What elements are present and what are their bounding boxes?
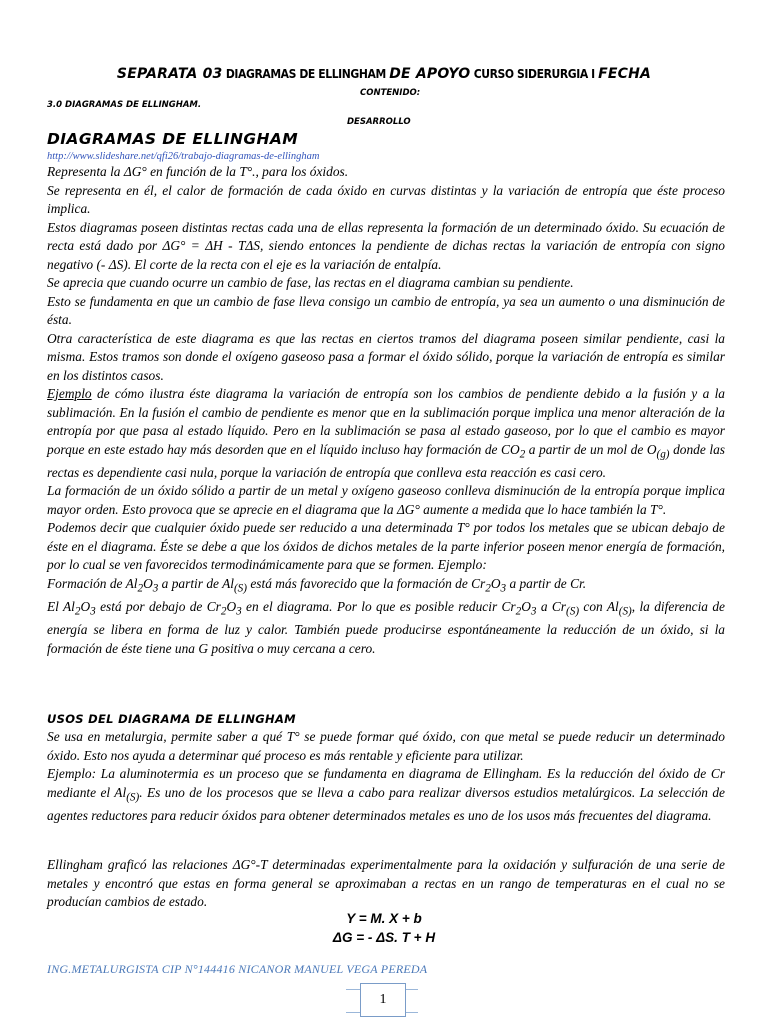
footer-author: ING.METALURGISTA CIP N°144416 NICANOR MANUEL VEGA PEREDA [47,962,428,976]
body-usos [47,728,725,825]
desarrollo-label: DESARROLLO [347,117,411,127]
header-topic: DIAGRAMAS DE ELLINGHAM [222,67,390,81]
body-main [47,163,725,658]
equation-line: Y = M. X + b [346,911,422,926]
header-apoyo: DE APOYO [389,66,471,82]
paragraph-10: Formación de $Al_2O_3$ a partir de $Al_{(S)}$ está más favorecido que la formación de $Cr_2O_3$ a partir de Cr. [47,575,587,595]
paragraph-5: Esto se fundamenta en que un cambio de fase lleva consigo un cambio de entropía, ya sea un aumento o una disminución de ésta. [47,293,725,327]
paragraph-8: La formación de un óxido sólido a partir de un metal y oxígeno gaseoso conlleva disminución de la entropía porque implica mayor orden. Esto provoca que se aprecie en el diagrama que la ΔG° aumente a medida que lo hace también la T°. [47,483,725,517]
source-link[interactable]: http://www.slideshare.net/qfi26/trabajo-diagramas-de-ellingham [47,151,320,162]
usos-paragraph-2: Ejemplo: La aluminotermia es un proceso que se fundamenta en diagrama de Ellingham. Es la reducción del óxido de Cr mediante el $Al_{(S)}$. Es uno de los procesos que se lleva a cabo para realizar diversos estudios metalúrgicos. La selección de agentes reductores para reducir óxidos para obtener determinados metales es uno de los usos más frecuentes del diagrama. [47,766,725,823]
document-header [40,66,728,82]
paragraph-1: Representa la ΔG° en función de la T°., para los óxidos. [47,164,349,179]
body-ellingham [47,856,725,912]
header-course: CURSO SIDERURGIA I [470,67,599,81]
ellingham-paragraph: Ellingham graficó las relaciones ΔG°-T determinadas experimentalmente para la oxidación y sulfuración de una serie de metales y encontró que estas en forma general se aproximaban a rectas en un rango de temperaturas en el cual no se producían cambios de estado. [47,857,725,909]
paragraph-3: Estos diagramas poseen distintas rectas cada una de ellas representa la formación de un determinado óxido. Su ecuación de recta está dado por ΔG° = ΔH - TΔS, siendo entonces la pendiente de dichas rectas la variación de entropía con signo negativo (- ΔS). El corte de la recta con el eje es la variación de entalpía. [47,219,725,272]
equation-gibbs: ΔG = - ΔS. T + H [332,930,436,945]
header-separata: SEPARATA 03 [116,66,223,82]
usos-paragraph-1: Se usa en metalurgia, permite saber a qué T° se puede formar qué óxido, con que metal se puede reducir un determinado óxido. Esto nos ayuda a determinar qué proceso es más rentable y eficiente para utilizar. [47,729,725,763]
paragraph-11: El $Al_2O_3$ está por debajo de $Cr_2O_3$ en el diagrama. Por lo que es posible reducir $Cr_2O_3$ a $Cr_{(S)}$ con $Al_{(S)}$, la diferencia de energía se libera en forma de luz y calor. También puede producirse espontáneamente la reducción de un óxido, si la formación de éste tiene una G positiva o muy cercana a cero. [47,598,725,656]
page-number-badge [346,983,418,1017]
usos-heading: USOS DEL DIAGRAMA DE ELLINGHAM [47,712,296,726]
paragraph-4: Se aprecia que cuando ocurre un cambio de fase, las rectas en el diagrama cambian su pendiente. [47,275,574,290]
example-underlined: Ejemplo [47,386,92,401]
paragraph-7: Ejemplo de cómo ilustra éste diagrama la variación de entropía son los cambios de pendiente debido a la fusión y a la sublimación. En la fusión el cambio de pendiente es menor que en la sublimación porque implica una menor alteración de la entropía por que pasa al estado líquido. Pero en la sublimación se pasa al estado gaseoso, por lo que el cambio es mayor porque en este estado hay más desorden que en el líquido incluso hay formación de $CO_2$ a partir de un mol de $O_{(g)}$ donde las rectas es dependiente casi nula, porque la variación de entropía que conlleva esta reacción es casi cero. [47,386,726,480]
paragraph-2: Se representa en él, el calor de formación de cada óxido en curvas distintas y la variación de entropía que éste proceso implica. [47,182,725,216]
page-title: DIAGRAMAS DE ELLINGHAM [47,130,299,148]
header-date: FECHA [598,66,652,82]
contenido-label: CONTENIDO: [360,88,421,98]
section-number: 3.0 DIAGRAMAS DE ELLINGHAM. [47,100,202,110]
paragraph-9: Podemos decir que cualquier óxido puede ser reducido a una determinada T° por todos los metales que se ubican debajo de éste en el diagrama. Éste se debe a que los óxidos de dichos metales de la parte inferior poseen menor energía de formación, por lo cual se ven favorecidos termodinámicamente para que se formen. Ejemplo: [47,520,725,573]
page-number: 1 [360,983,406,1017]
paragraph-6: Otra característica de este diagrama es que las rectas en ciertos tramos del diagrama poseen similar pendiente, casi la misma. Estos tramos son donde el oxígeno gaseoso pasa a formar el óxido sólido, porque la variación de entropía es similar en los distintos casos. [47,330,725,383]
